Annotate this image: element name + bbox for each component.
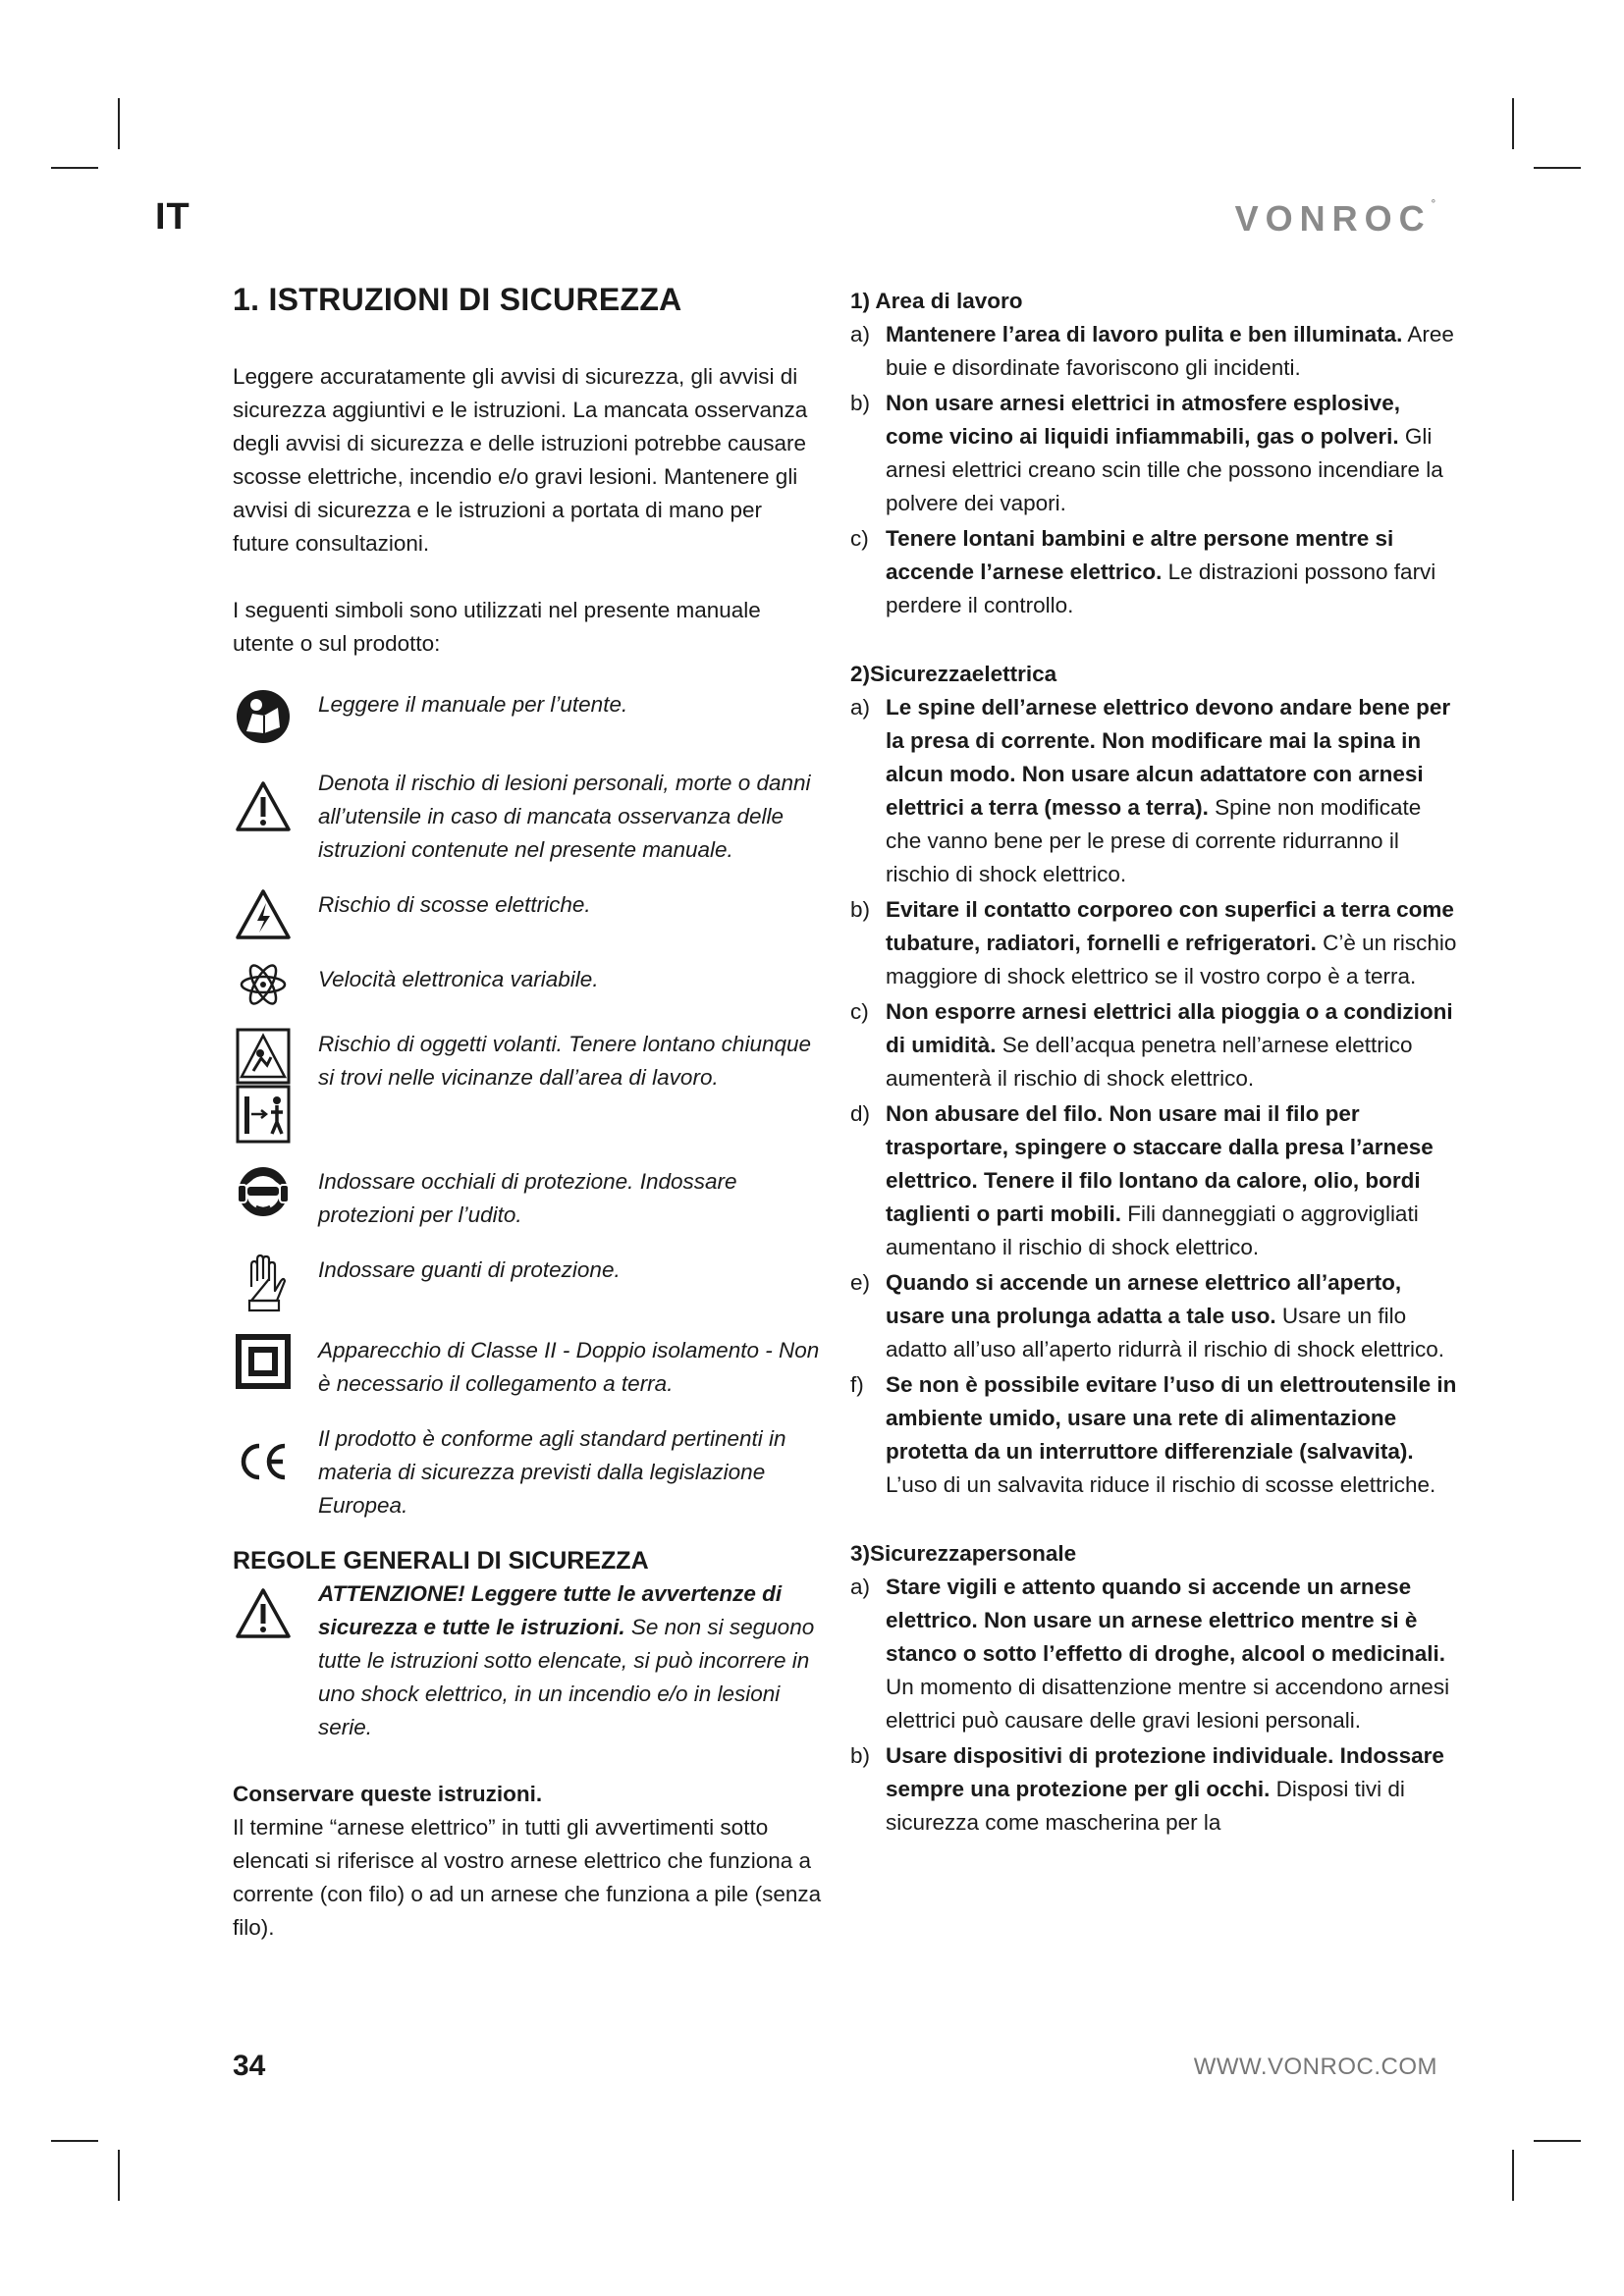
general-warning xyxy=(233,1577,822,1744)
brand-logo xyxy=(1235,198,1435,240)
crop-mark xyxy=(118,2150,120,2201)
item-letter: d) xyxy=(850,1101,871,1126)
item-text: Fili danneggiati o aggrovigliati aumentano il rischio di shock elettrico. xyxy=(886,1201,1419,1259)
item-bold: Le spine dell’arnese elettrico devono andare bene per la presa di corrente. Non modificare mai la spina in alcun modo. Non usare alcun adattatore con arnesi elettrici a terra (messo a terra). xyxy=(886,695,1451,820)
item-text: Spine non modificate che vanno bene per le prese di corrente ridurranno il rischio di shock elettrico. xyxy=(886,795,1422,886)
item-bold: Usare dispositivi di protezione individuale. Indossare sempre una protezione per gli occhi. xyxy=(886,1743,1444,1801)
symbol-text: Il prodotto è conforme agli standard pertinenti in materia di sicurezza previsti dalla legislazione Europea. xyxy=(318,1426,786,1518)
left-column xyxy=(233,280,822,1945)
symbol-text: Rischio di scosse elettriche. xyxy=(318,892,591,917)
item-bold: Non esporre arnesi elettrici alla pioggia o a condizioni di umidità. xyxy=(886,999,1453,1057)
keep-instructions-text: Il termine “arnese elettrico” in tutti gli avvertimenti sotto elencati si riferisce al vostro arnese elettrico che funziona a corrente (con filo) o ad un arnese che funziona a pile (senza filo). xyxy=(233,1815,822,1940)
section-title: 1. ISTRUZIONI DI SICUREZZA xyxy=(233,282,682,317)
read-manual-icon xyxy=(233,688,294,745)
list-item xyxy=(850,1097,1459,1264)
symbol-text: Apparecchio di Classe II - Doppio isolamento - Non è necessario il collegamento a terra. xyxy=(318,1338,820,1396)
keep-instructions-title: Conservare queste istruzioni. xyxy=(233,1782,543,1806)
warning-bold: ATTENZIONE! Leggere tutte le avvertenze di sicurezza e tutte le istruzioni. xyxy=(318,1581,783,1639)
item-bold: Evitare il contatto corporeo con superfici a terra come tubature, radiatori, fornelli e refrigeratori. xyxy=(886,897,1454,955)
language-code: IT xyxy=(155,196,190,238)
symbol-text: Indossare occhiali di protezione. Indossare protezioni per l’udito. xyxy=(318,1169,737,1227)
crop-mark xyxy=(1512,98,1514,149)
right-column xyxy=(850,285,1459,1842)
list-item xyxy=(850,995,1459,1095)
item-letter: c) xyxy=(850,526,869,551)
symbol-text: Indossare guanti di protezione. xyxy=(318,1257,621,1282)
symbol-row xyxy=(233,1334,822,1401)
item-letter: f) xyxy=(850,1372,864,1397)
item-text: Un momento di disattenzione mentre si accendono arnesi elettrici può causare delle gravi lesioni personali. xyxy=(886,1675,1450,1733)
item-text: Se dell’acqua penetra nell’arnese elettrico aumenterà il rischio di shock elettrico. xyxy=(886,1033,1413,1091)
item-text: C’è un rischio maggiore di shock elettrico se il vostro corpo è a terra. xyxy=(886,931,1457,988)
symbol-row xyxy=(233,767,822,867)
section-personal-safety xyxy=(850,1537,1459,1840)
intro-paragraph: Leggere accuratamente gli avvisi di sicurezza, gli avvisi di sicurezza aggiuntivi e le istruzioni. La mancata osservanza degli avvisi di sicurezza e delle istruzioni potrebbe causare scosse elettriche, incendio e/o gravi lesioni. Mantenere gli avvisi di sicurezza e le istruzioni a portata di mano per future consultazioni. xyxy=(233,364,808,556)
warning-rest: Se non si seguono tutte le istruzioni sotto elencate, si può incorrere in uno shock elettrico, in un incendio e/o in lesioni serie. xyxy=(318,1615,815,1739)
item-letter: b) xyxy=(850,1743,871,1768)
electric-shock-icon xyxy=(233,888,294,941)
list-item xyxy=(850,1739,1459,1840)
variable-speed-icon xyxy=(233,963,294,1006)
spacer xyxy=(850,1504,1459,1537)
symbol-row xyxy=(233,888,822,941)
crop-mark xyxy=(118,98,120,149)
list-item xyxy=(850,1368,1459,1502)
section-work-area xyxy=(850,285,1459,622)
symbol-text: Leggere il manuale per l’utente. xyxy=(318,692,628,717)
item-letter: a) xyxy=(850,695,871,720)
item-text: Gli arnesi elettrici creano scin tille che possono incendiare la polvere dei vapori. xyxy=(886,424,1443,515)
item-letter: a) xyxy=(850,322,871,347)
section-heading: 2)Sicurezzaelettrica xyxy=(850,662,1057,686)
eye-ear-protection-icon xyxy=(233,1165,294,1218)
section-heading: 1) Area di lavoro xyxy=(850,289,1023,313)
symbol-row xyxy=(233,1254,822,1312)
list-item xyxy=(850,522,1459,622)
class-ii-icon xyxy=(233,1334,294,1389)
symbol-text: Velocità elettronica variabile. xyxy=(318,967,599,991)
item-bold: Tenere lontani bambini e altre persone mentre si accende l’arnese elettrico. xyxy=(886,526,1394,584)
list-item xyxy=(850,1571,1459,1737)
section-electrical-safety xyxy=(850,658,1459,1502)
list-item xyxy=(850,691,1459,891)
item-bold: Mantenere l’area di lavoro pulita e ben illuminata. xyxy=(886,322,1403,347)
ce-mark-icon xyxy=(233,1422,294,1481)
crop-mark xyxy=(1534,167,1581,169)
brand-mark: ° xyxy=(1431,198,1435,210)
item-text: Disposi tivi di sicurezza come mascherina per la xyxy=(886,1777,1405,1835)
warning-triangle-icon xyxy=(233,1577,294,1640)
symbol-text: Rischio di oggetti volanti. Tenere lontano chiunque si trovi nelle vicinanze dall’area di lavoro. xyxy=(318,1032,812,1090)
item-bold: Non usare arnesi elettrici in atmosfere esplosive, come vicino ai liquidi infiammabili, gas o polveri. xyxy=(886,391,1400,449)
item-text: Le distrazioni possono farvi perdere il controllo. xyxy=(886,560,1436,617)
item-text: Aree buie e disordinate favoriscono gli incidenti. xyxy=(886,322,1454,380)
item-letter: c) xyxy=(850,999,869,1024)
symbol-text: Denota il rischio di lesioni personali, morte o danni all’utensile in caso di mancata osservanza delle istruzioni contenute nel presente manuale. xyxy=(318,771,811,862)
spacer xyxy=(850,624,1459,658)
item-letter: b) xyxy=(850,897,871,922)
item-text: Usare un filo adatto all’uso all’aperto ridurrà il rischio di shock elettrico. xyxy=(886,1304,1445,1362)
symbols-intro: I seguenti simboli sono utilizzati nel presente manuale utente o sul prodotto: xyxy=(233,598,761,656)
item-letter: a) xyxy=(850,1575,871,1599)
general-rules-title: REGOLE GENERALI DI SICUREZZA xyxy=(233,1547,649,1575)
crop-mark xyxy=(51,167,98,169)
item-bold: Se non è possibile evitare l’uso di un elettroutensile in ambiente umido, usare una rete di alimentazione protetta da un interruttore differenziale (salvavita). xyxy=(886,1372,1457,1464)
list-item xyxy=(850,1266,1459,1366)
gloves-icon xyxy=(233,1254,294,1312)
crop-mark xyxy=(1512,2150,1514,2201)
warning-text xyxy=(318,1577,822,1744)
website-link[interactable]: WWW.VONROC.COM xyxy=(1193,2054,1437,2080)
item-letter: b) xyxy=(850,391,871,415)
warning-triangle-icon xyxy=(233,767,294,833)
item-letter: e) xyxy=(850,1270,871,1295)
brand-name: VONROC xyxy=(1234,198,1432,239)
list-item xyxy=(850,893,1459,993)
list-item xyxy=(850,318,1459,385)
list-item xyxy=(850,387,1459,520)
symbol-row xyxy=(233,688,822,745)
crop-mark xyxy=(51,2140,98,2142)
flying-objects-icon xyxy=(233,1028,294,1144)
symbol-row xyxy=(233,1028,822,1144)
section-heading: 3)Sicurezzapersonale xyxy=(850,1541,1077,1566)
symbol-row xyxy=(233,1165,822,1232)
symbol-row xyxy=(233,963,822,1006)
symbol-row xyxy=(233,1422,822,1522)
item-text: L’uso di un salvavita riduce il rischio di scosse elettriche. xyxy=(886,1472,1436,1497)
item-bold: Quando si accende un arnese elettrico all’aperto, usare una prolunga adatta a tale uso. xyxy=(886,1270,1402,1328)
item-bold: Stare vigili e attento quando si accende un arnese elettrico. Non usare un arnese elettrico mentre si è stanco o sotto l’effetto di droghe, alcool o medicinali. xyxy=(886,1575,1446,1666)
item-bold: Non abusare del filo. Non usare mai il filo per trasportare, spingere o staccare dalla presa l’arnese elettrico. Tenere il filo lontano da calore, olio, bordi taglienti o parti mobili. xyxy=(886,1101,1434,1226)
crop-mark xyxy=(1534,2140,1581,2142)
page-number: 34 xyxy=(233,2050,266,2082)
